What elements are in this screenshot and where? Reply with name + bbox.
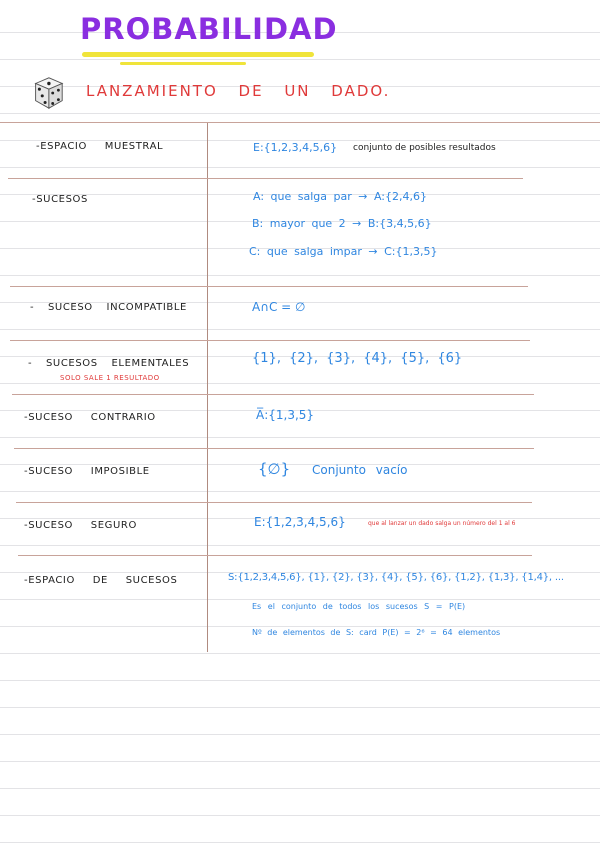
espacio-muestral-note: conjunto de posibles resultados	[353, 143, 496, 153]
dice-icon	[28, 74, 66, 112]
table-column-divider	[207, 122, 208, 652]
suceso-b: B: mayor que 2 → B:{3,4,5,6}	[252, 217, 432, 230]
elementales-sublabel: SOLO SALE 1 RESULTADO	[60, 374, 160, 382]
row-label-imposible: -SUCESO IMPOSIBLE	[24, 466, 150, 477]
imposible-value: {∅}	[258, 460, 291, 478]
row-divider	[10, 340, 530, 341]
espacio-sucesos-definition: Es el conjunto de todos los sucesos S = P(E)	[252, 602, 466, 611]
row-label-elementales: - SUCESOS ELEMENTALES	[28, 358, 190, 369]
page-subtitle: LANZAMIENTO DE UN DADO.	[86, 82, 391, 100]
espacio-muestral-value: E:{1,2,3,4,5,6}	[253, 141, 338, 154]
row-label-contrario: -SUCESO CONTRARIO	[24, 412, 156, 423]
page-title: PROBABILIDAD	[80, 12, 338, 46]
row-divider	[0, 122, 600, 123]
row-label-incompatible: - SUCESO INCOMPATIBLE	[30, 302, 187, 313]
row-label-espacio-muestral: -ESPACIO MUESTRAL	[36, 141, 164, 152]
row-divider	[16, 502, 532, 503]
espacio-sucesos-count: Nº de elementos de S: card P(E) = 2⁶ = 64 elementos	[252, 628, 501, 637]
contrario-value: A̅:{1,3,5}	[256, 408, 315, 422]
title-highlight	[82, 52, 314, 57]
seguro-note: que al lanzar un dado salga un número del 1 al 6	[368, 520, 516, 527]
incompatible-value: A∩C = ∅	[252, 300, 306, 314]
row-divider	[12, 394, 534, 395]
espacio-sucesos-value: S:{1,2,3,4,5,6}, {1}, {2}, {3}, {4}, {5}, {6}, {1,2}, {1,3}, {1,4}, ...	[228, 572, 564, 583]
row-divider	[10, 286, 528, 287]
elementales-value: {1}, {2}, {3}, {4}, {5}, {6}	[252, 351, 463, 366]
row-divider	[18, 555, 532, 556]
suceso-a: A: que salga par → A:{2,4,6}	[253, 190, 427, 203]
row-divider	[8, 178, 523, 179]
imposible-note: Conjunto vacío	[312, 463, 408, 477]
row-label-seguro: -SUCESO SEGURO	[24, 520, 137, 531]
row-label-sucesos: -SUCESOS	[32, 194, 88, 205]
row-label-espacio-sucesos: -ESPACIO DE SUCESOS	[24, 575, 178, 586]
seguro-value: E:{1,2,3,4,5,6}	[254, 515, 346, 529]
title-highlight-secondary	[120, 62, 246, 65]
row-divider	[14, 448, 534, 449]
suceso-c: C: que salga impar → C:{1,3,5}	[249, 245, 438, 258]
